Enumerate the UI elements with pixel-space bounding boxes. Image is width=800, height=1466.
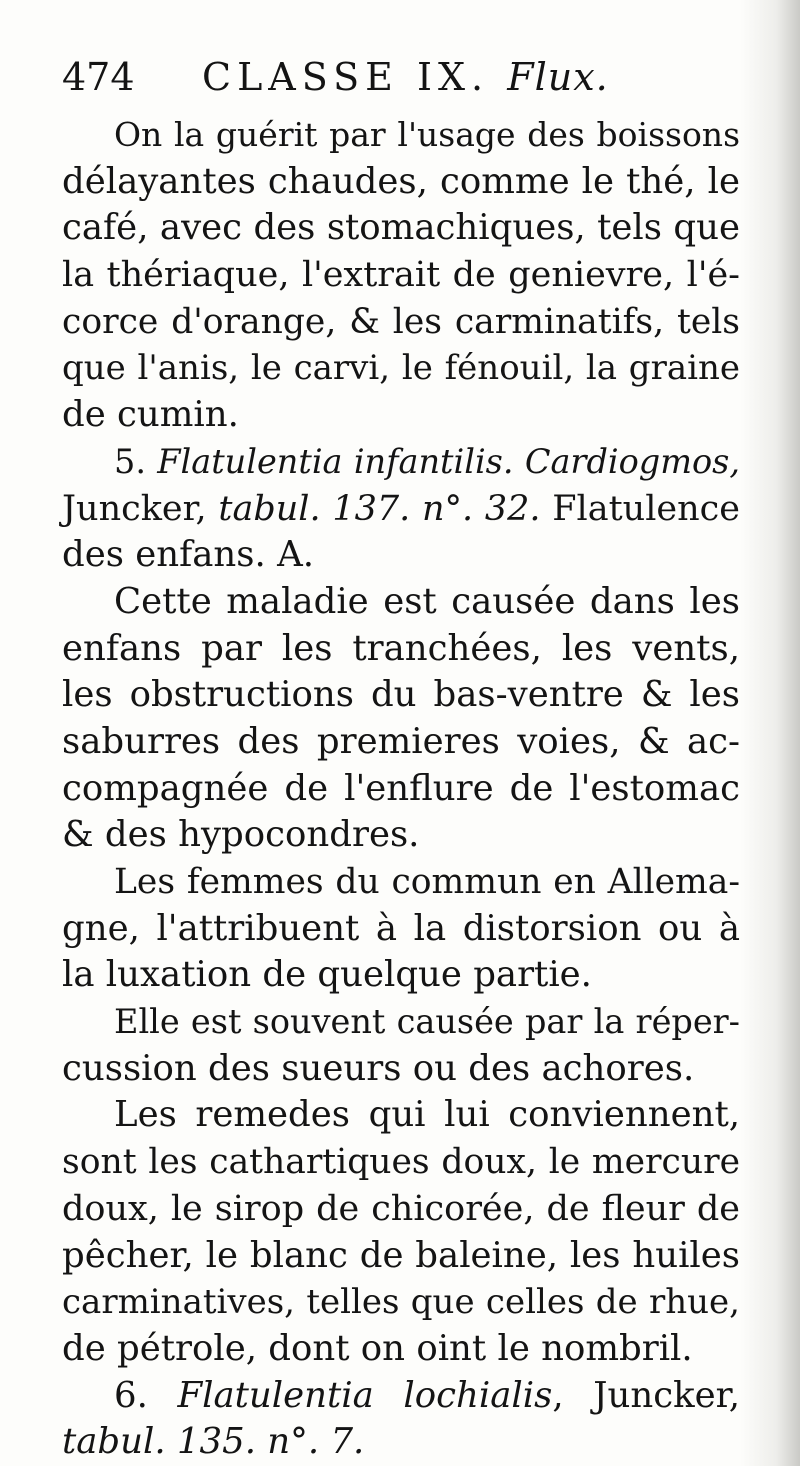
text-line: carminatives, telles que celles de rhue, [62, 1282, 740, 1323]
species-ref: tabul. 135. n°. 7. [62, 1421, 365, 1463]
text-line: café, avec des stomachiques, tels que [62, 207, 740, 249]
species-common-name: Flatulence [552, 488, 740, 529]
class-title: CLASSE IX. [202, 55, 490, 99]
species-author: Juncker, [62, 488, 207, 529]
text-line: compagnée de l'enflure de l'estomac [62, 767, 740, 809]
text-line: des enfans. A. [62, 534, 314, 576]
text-line: & des hypocondres. [62, 814, 420, 856]
species-number: 6. [114, 1374, 148, 1416]
text-line: les obstructions du bas-ventre & les [62, 674, 740, 716]
text-line: gne, l'attribuent à la distorsion ou à [62, 907, 740, 949]
text-line: sont les cathartiques doux, le mercure [62, 1142, 740, 1183]
page-number: 474 [62, 55, 135, 99]
text-line: cussion des sueurs ou des achores. [62, 1047, 695, 1089]
text-line: saburres des premieres voies, & ac- [62, 720, 740, 762]
running-header [62, 52, 742, 102]
text-line: délayantes chaudes, comme le thé, le [62, 160, 740, 202]
species-name: Flatulentia infantilis. [157, 441, 514, 481]
text-line: On la guérit par l'usage des boissons [114, 115, 740, 154]
page-body [62, 112, 740, 1466]
text-line: que l'anis, le carvi, le fénouil, la graine [62, 348, 740, 389]
text-line: pêcher, le blanc de baleine, les huiles [62, 1234, 740, 1276]
species-name: Flatulentia lochialis [177, 1374, 553, 1416]
text-line: Les femmes du commun en Allema- [114, 862, 740, 902]
text-line: Cette maladie est causée dans les [114, 580, 740, 622]
text-line: de cumin. [62, 394, 239, 436]
species-heading [62, 439, 740, 486]
text-line: Les remedes qui lui conviennent, [114, 1094, 740, 1136]
page-spine-shadow [740, 0, 800, 1466]
species-ref: tabul. 137. n°. 32. [218, 488, 541, 529]
text-line: la thériaque, l'extrait de genievre, l'é- [62, 255, 740, 296]
text-line: de pétrole, dont on oint le nombril. [62, 1327, 693, 1369]
species-synonym: Cardiogmos, [524, 441, 740, 481]
species-number: 5. [114, 441, 146, 481]
species-heading [62, 1373, 740, 1420]
text-line: Elle est souvent causée par la réper- [114, 1002, 740, 1042]
text-line: doux, le sirop de chicorée, de fleur de [62, 1188, 740, 1229]
text-line: corce d'orange, & les carminatifs, tels [62, 301, 740, 342]
species-author: , Juncker, [552, 1374, 740, 1416]
running-title [202, 52, 609, 102]
text-line: la luxation de quelque partie. [62, 954, 592, 996]
class-subtitle: Flux. [507, 55, 609, 99]
text-line: enfans par les tranchées, les vents, [62, 627, 740, 669]
species-reference [62, 486, 740, 533]
species-reference [62, 1419, 740, 1466]
